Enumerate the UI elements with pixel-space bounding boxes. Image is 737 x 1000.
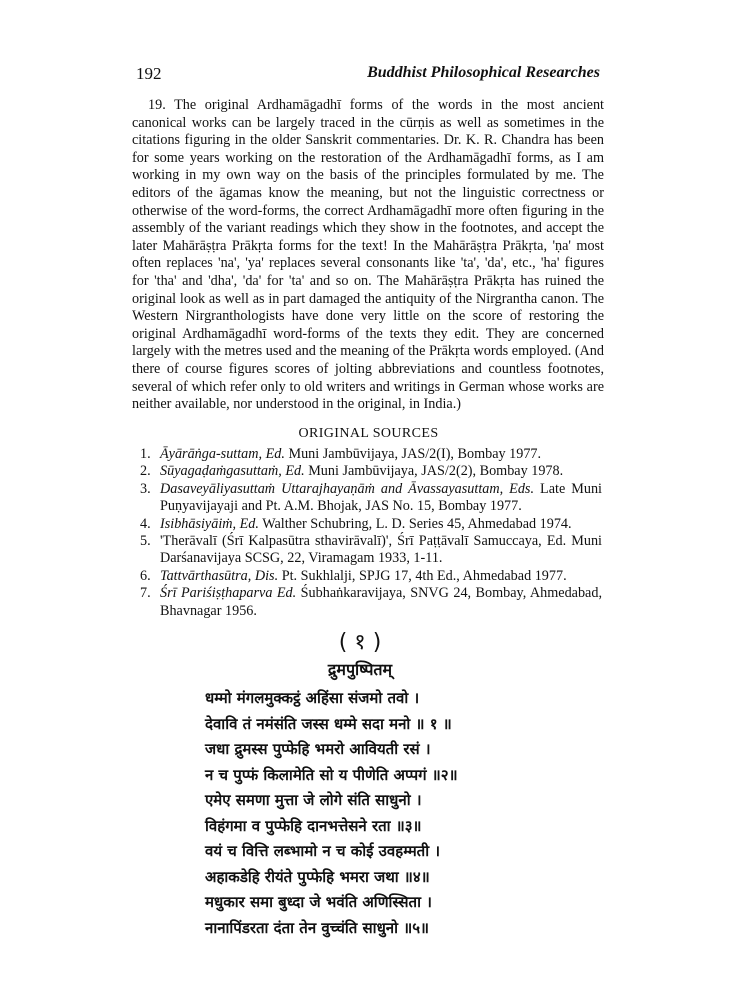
verse-section-number: ( १ ) [338, 630, 382, 655]
source-item [140, 463, 602, 480]
source-title: Dasaveyāliyasuttaṁ Uttarajhayaṇāṁ and Āvassayasuttam, Eds. [160, 480, 535, 497]
sources-list [140, 446, 602, 620]
source-item [140, 533, 602, 568]
source-title: Śrī Pariśiṣṭhaparva Ed. [160, 585, 297, 602]
verse-line: अहाकडेहि रीयंते पुप्फेहि भमरा जथा ॥४॥ [205, 867, 430, 886]
source-item [140, 481, 602, 516]
source-number: 7. [140, 585, 151, 602]
source-title: Āyārāṅga-suttam, Ed. [160, 446, 285, 462]
source-details: Śubhaṅkaravijaya, SNVG 24, Bombay, Ahmedabad, Bhavnagar 1956. [160, 585, 602, 619]
sources-heading: ORIGINAL SOURCES [298, 426, 439, 441]
source-item [140, 585, 602, 620]
source-number: 4. [140, 515, 151, 532]
source-number: 1. [140, 446, 151, 462]
source-title: Isibhāsiyāiṁ, Ed. [160, 515, 259, 532]
source-details: 'Therāvalī (Śrī Kalpasūtra sthavirāvalī)', Śrī Paṭṭāvalī Samuccaya, Ed. Muni Darśanavijaya SCSG, 22, Viramagam 1933, 1-11. [160, 533, 602, 567]
verse-line: नानापिंडरता दंता तेन वुच्चंति साधुनो ॥५॥ [205, 918, 429, 937]
page-number: 192 [136, 64, 162, 83]
source-number: 3. [140, 480, 151, 497]
source-number: 2. [140, 463, 151, 480]
source-details: Pt. Sukhlalji, SPJG 17, 4th Ed., Ahmedabad 1977. [278, 567, 567, 584]
verse-line: मधुकार समा बुध्दा जे भवंति अणिस्सिता । [205, 893, 432, 911]
source-item [140, 516, 602, 533]
source-title: Tattvārthasūtra, Dis. [160, 567, 279, 584]
source-number: 6. [140, 567, 151, 584]
source-details: Muni Jambūvijaya, JAS/2(I), Bombay 1977. [284, 446, 542, 462]
verse-line: धम्मो मंगलमुक्कट्ठं अहिंसा संजमो तवो । [205, 689, 420, 707]
verse-line: देवावि तं नमंसंति जस्स धम्मे सदा मनो ॥ १ ॥ [205, 714, 452, 733]
source-item [140, 446, 602, 463]
verse-line: जधा द्रुमस्स पुप्फेहि भमरो आवियती रसं । [205, 740, 431, 758]
source-item [140, 568, 602, 585]
source-number: 5. [140, 533, 151, 550]
verse-line: न च पुप्फं किलामेति सो य पीणेति अप्पगं ॥२॥ [205, 765, 458, 784]
source-details: Muni Jambūvijaya, JAS/2(2), Bombay 1978. [304, 463, 564, 480]
verse-line: विहंगमा व पुप्फेहि दानभत्तेसने रता ॥३॥ [205, 816, 422, 835]
prakrit-verses [205, 626, 565, 941]
source-details: Walther Schubring, L. D. Series 45, Ahmedabad 1974. [258, 515, 572, 532]
verse-section-title: द्रुमपुष्पितम् [327, 660, 393, 679]
source-details: Late Muni Puṇyavijayaji and Pt. A.M. Bhojak, JAS No. 15, Bombay 1977. [160, 480, 603, 515]
footnote-text: 19. The original Ardhamāgadhī forms of the words in the most ancient canonical works can be largely traced in the cūrṇis as well as sometimes in the citations figuring in the older Sanskrit commentaries. Dr. K. R. Chandra has been for some years working on the restoration of the Ardhamāgadhī forms, as I am working in my own way on the basis of the principles formulated by me. The editors of the āgamas know the meaning, but not the linguistic correctness or otherwise of the word-forms, the correct Ardhamāgadhī more often figuring in the assembly of the variant readings which they show in the footnotes, and accept the later Mahārāṣṭra Prākṛta forms for the text! In the Mahārāṣṭra Prākṛta, 'ṇa' most often replaces 'na', 'ya' replaces several consonants like 'ta', 'da', etc., 'ha' figures for 'tha' and 'dha', 'da' for 'ta' and so on. The Mahārāṣṭra Prākṛta has ruined the original look as well as in part damaged the antiquity of the Nirgrantha canon. The Western Nirgranthologists have done very little on the score of restoring the original Ardhamāgadhī word-forms of the texts they edit. They are concerned largely with the metres used and the meaning of the Prākṛta words employed. (And there of course figures scores of jolting abbreviations and countless footnotes, several of which refer only to old writers and writings in German whose works are neither available, nor understood in the original, in India.) [132, 97, 604, 413]
running-title: Buddhist Philosophical Researches [367, 64, 600, 81]
verse-line: एमेए समणा मुत्ता जे लोगे संति साधुनो । [205, 791, 422, 809]
source-title: Sūyagaḍaṁgasuttaṁ, Ed. [160, 463, 305, 480]
verse-line: वयं च वित्ति लब्भामो न च कोई उवहम्मती । [205, 842, 441, 860]
page-header [136, 64, 600, 92]
footnote-19 [132, 97, 604, 414]
